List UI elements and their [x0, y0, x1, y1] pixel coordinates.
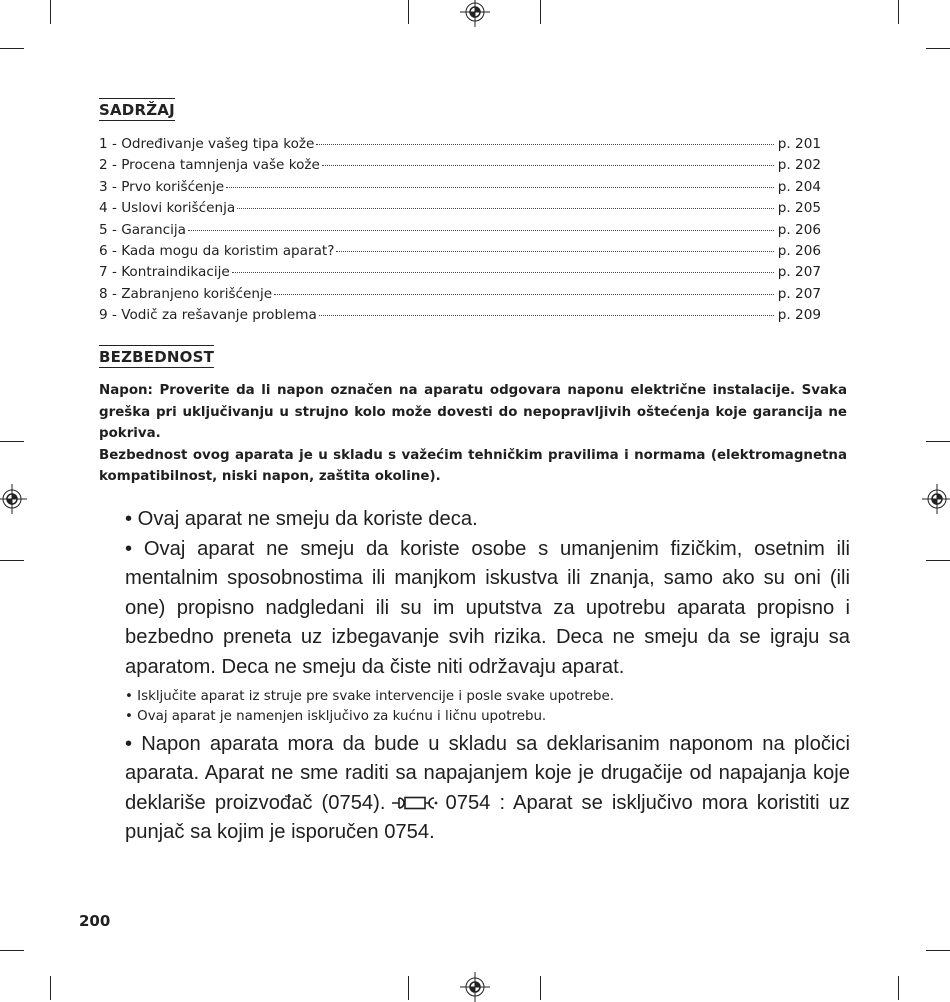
safety-instructions: [125, 505, 850, 848]
toc-entry-page: p. 207: [777, 285, 821, 302]
toc-entry-page: p. 204: [777, 178, 821, 195]
crop-mark: [926, 560, 950, 561]
list-item: [125, 730, 850, 848]
crop-mark: [898, 976, 899, 1000]
toc-entry-page: p. 202: [777, 157, 821, 174]
voltage-notice: Napon: Proverite da li napon označen na aparatu odgovara naponu električne instalacije. Svaka greška pri uključivanju u strujno kolo može dovesti do nepopravljivih oštećenja koje garancija ne pokriva.: [99, 383, 847, 441]
crop-mark: [0, 560, 24, 561]
toc-entry-label: 1 - Određivanje vašeg tipa kože: [99, 136, 315, 152]
standards-notice: Bezbednost ovog aparata je u skladu s važećim tehničkim pravilima i normama (elektromagnetna kompatibilnost, niski napon, zaštita okoline).: [99, 447, 847, 484]
toc-entry-page: p. 207: [777, 264, 821, 281]
toc-entry-label: 4 - Uslovi korišćenja: [99, 200, 236, 217]
dot-leader: [322, 165, 774, 166]
toc-entry-label: 6 - Kada mogu da koristim aparat?: [99, 242, 335, 259]
registration-mark-icon: [0, 484, 27, 514]
voltage-text: • Napon aparata mora da bude u skladu sa deklarisanim naponom na pločici aparata. Aparat ne sme raditi sa napajanjem koje je drugačije od napajanja koje deklariše proizvođač (0754).: [125, 732, 850, 814]
list-item: • Ovaj aparat ne smeju da koriste osobe s umanjenim fizičkim, osetnim ili mentalnim sposobnostima ili manjkom iskustva ili znanja, samo ako su oni (ili one) propisno nadgledani ili su im uputstva za upotrebu aparata propisno i bezbedno preneta uz izbegavanje svih rizika. Deca ne smeju da se igraju sa aparatom. Deca ne smeju da čiste niti održavaju aparat.: [125, 537, 850, 678]
dot-leader: [316, 144, 773, 145]
crop-mark: [0, 48, 24, 49]
dot-leader: [336, 251, 773, 252]
toc-entry: [99, 134, 821, 155]
toc-entry: [99, 198, 821, 219]
safety-heading: BEZBEDNOST: [99, 345, 214, 368]
crop-mark: [50, 0, 51, 24]
dot-leader: [226, 187, 774, 188]
toc-entry-label: 3 - Prvo korišćenje: [99, 178, 225, 195]
toc-entry: [99, 241, 821, 262]
crop-mark: [926, 48, 950, 49]
toc-entry-label: 2 - Procena tamnjenja vaše kože: [99, 157, 320, 174]
crop-mark: [926, 950, 950, 951]
toc-entry-page: p. 206: [777, 242, 821, 259]
toc-entry-page: p. 209: [777, 307, 821, 324]
toc-entry-page: p. 205: [777, 200, 821, 217]
toc-entry-label: 7 - Kontraindikacije: [99, 264, 230, 281]
registration-mark-icon: [460, 0, 490, 27]
page-number: 200: [79, 912, 111, 930]
crop-mark: [540, 0, 541, 24]
toc-entry-label: 5 - Garancija: [99, 221, 186, 238]
dot-leader: [319, 315, 774, 316]
toc-entry: [99, 305, 821, 326]
toc-entry: [99, 155, 821, 176]
crop-mark: [926, 441, 950, 442]
dot-leader: [232, 272, 774, 273]
crop-mark: [540, 976, 541, 1000]
dot-leader: [274, 294, 774, 295]
registration-mark-icon: [922, 484, 950, 514]
toc-entry: [99, 220, 821, 241]
table-of-contents: [99, 134, 821, 327]
registration-mark-icon: [460, 972, 490, 1002]
dot-leader: [188, 230, 774, 231]
crop-mark: [50, 976, 51, 1000]
toc-entry: [99, 284, 821, 305]
list-item: • Isključite aparat iz struje pre svake intervencije i posle svake upotrebe.: [125, 688, 615, 704]
crop-mark: [0, 950, 24, 951]
crop-mark: [408, 0, 409, 24]
dot-leader: [237, 208, 774, 209]
list-item: • Ovaj aparat je namenjen isključivo za kućnu i ličnu upotrebu.: [125, 709, 547, 725]
voltage-text-end: 0754 : Aparat se isključivo mora koristiti uz punjač sa kojim je isporučen 0754.: [125, 791, 850, 844]
crop-mark: [0, 441, 24, 442]
safety-notice: [99, 380, 847, 488]
toc-entry: [99, 177, 821, 198]
toc-entry-page: p. 201: [777, 136, 821, 152]
toc-entry: [99, 262, 821, 283]
contents-heading: SADRŽAJ: [99, 98, 175, 121]
toc-entry-page: p. 206: [777, 221, 821, 238]
charger-plug-icon: [390, 795, 442, 811]
crop-mark: [898, 0, 899, 24]
list-item: • Ovaj aparat ne smeju da koriste deca.: [125, 508, 478, 530]
toc-entry-label: 9 - Vodič za rešavanje problema: [99, 307, 317, 324]
crop-mark: [408, 976, 409, 1000]
toc-entry-label: 8 - Zabranjeno korišćenje: [99, 285, 273, 302]
